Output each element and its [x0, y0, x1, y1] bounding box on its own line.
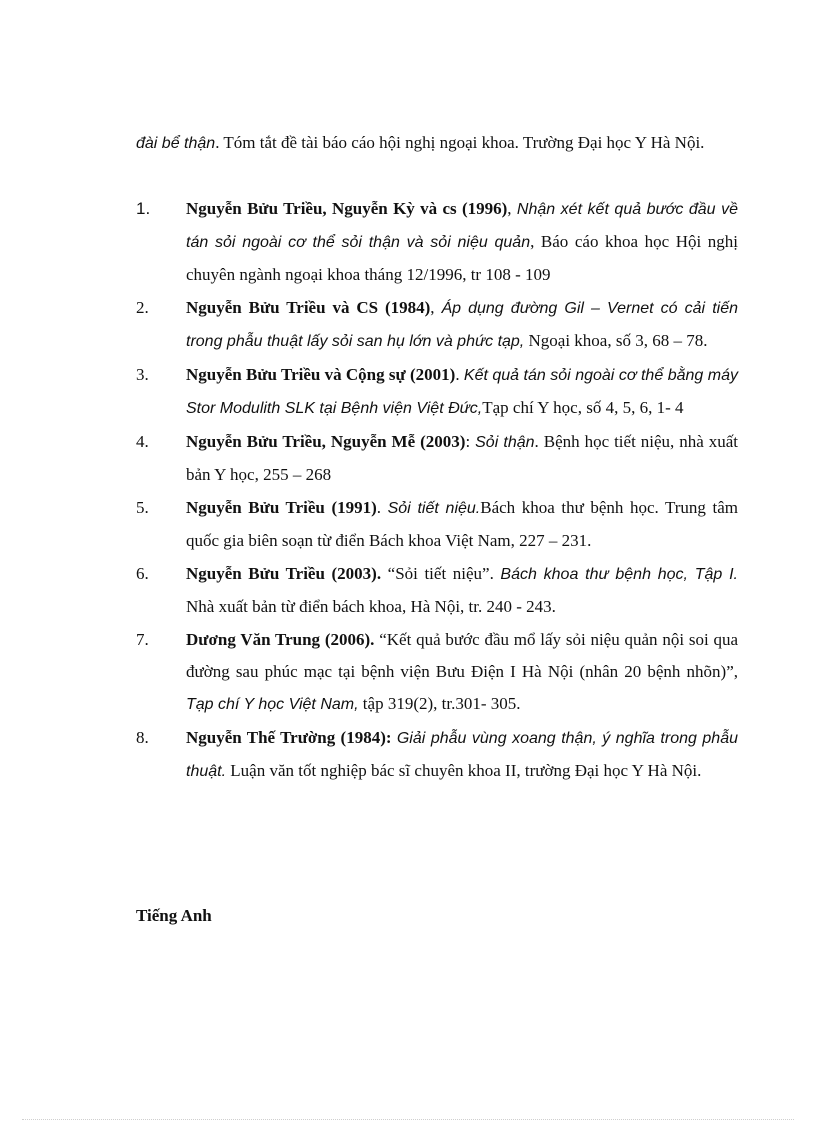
reference-number: 7.: [136, 630, 149, 649]
reference-separator: .: [376, 498, 388, 517]
reference-item: [136, 193, 738, 291]
reference-title: Nhận xét kết quả bước đầu về tán sỏi ngoài cơ thể sỏi thận và sỏi niệu quản: [186, 201, 739, 251]
reference-number: 4.: [136, 432, 149, 451]
reference-list: [136, 193, 738, 789]
reference-item: [136, 426, 738, 491]
reference-separator: ,: [507, 199, 517, 218]
reference-quoted-title: “Sỏi tiết niệu”.: [387, 564, 501, 583]
continuation-text: . Tóm tắt đề tài báo cáo hội nghị ngoại khoa. Trường Đại học Y Hà Nội.: [215, 133, 705, 152]
continuation-italic: đài bể thận: [136, 135, 216, 152]
reference-title: Sỏi thận: [475, 434, 535, 451]
reference-separator: [381, 564, 388, 583]
reference-separator: .: [455, 365, 464, 384]
reference-authors: Nguyễn Bửu Triều (1991): [186, 498, 377, 517]
reference-separator: :: [465, 432, 476, 451]
reference-item: [136, 292, 738, 358]
reference-continuation: [136, 127, 738, 160]
reference-title: Giải phẫu vùng xoang thận, ý nghĩa trong phẫu thuật.: [186, 730, 738, 780]
reference-number: 2.: [136, 298, 149, 317]
reference-details: Bách khoa thư bệnh học. Trung tâm quốc gia biên soạn từ điển Bách khoa Việt Nam, 227 – 231.: [186, 498, 738, 550]
reference-details: Nhà xuất bản từ điển bách khoa, Hà Nội, tr. 240 - 243.: [186, 597, 556, 616]
reference-authors: Nguyễn Bửu Triều (2003).: [186, 564, 382, 583]
reference-number: 8.: [136, 728, 149, 747]
reference-quoted-title: “Kết quả bước đầu mổ lấy sỏi niệu quản nội soi qua đường sau phúc mạc tại bệnh viện Bưu Điện I Hà Nội (nhân 20 bệnh nhõn)”,: [186, 630, 739, 681]
reference-number: 6.: [136, 564, 149, 583]
reference-title: Bách khoa thư bệnh học, Tập I.: [500, 566, 738, 583]
page-bottom-divider: [22, 1119, 794, 1120]
reference-details: , Báo cáo khoa học Hội nghị chuyên ngành ngoại khoa tháng 12/1996, tr 108 - 109: [186, 232, 739, 284]
reference-title: Kết quả tán sỏi ngoài cơ thể bằng máy Stor Modulith SLK tại Bệnh viện Việt Đức,: [186, 367, 739, 417]
reference-authors: Nguyễn Bửu Triều và CS (1984): [186, 298, 431, 317]
reference-details: Ngoại khoa, số 3, 68 – 78.: [524, 331, 708, 350]
reference-authors: Nguyễn Bửu Triều, Nguyễn Kỳ và cs (1996): [186, 199, 508, 218]
reference-item: [136, 722, 738, 788]
reference-title: Áp dụng đường Gil – Vernet có cải tiến trong phẫu thuật lấy sỏi san hụ lớn và phức tạp,: [186, 300, 738, 350]
reference-item: [136, 492, 738, 557]
reference-item: [136, 624, 738, 721]
reference-number: 3.: [136, 365, 149, 384]
reference-details: . Bệnh học tiết niệu, nhà xuất bản Y học, 255 – 268: [186, 432, 738, 484]
reference-authors: Dương Văn Trung (2006).: [186, 630, 375, 649]
reference-title: Sỏi tiết niệu.: [387, 500, 481, 517]
reference-number: 5.: [136, 498, 149, 517]
reference-authors: Nguyễn Bửu Triều, Nguyễn Mễ (2003): [186, 432, 466, 451]
reference-details: tập 319(2), tr.301- 305.: [358, 694, 521, 713]
reference-details: Tạp chí Y học, số 4, 5, 6, 1- 4: [482, 398, 684, 417]
reference-separator: ,: [430, 298, 442, 317]
reference-item: [136, 558, 738, 623]
reference-item: [136, 359, 738, 425]
reference-title: Tạp chí Y học Việt Nam,: [186, 696, 359, 713]
reference-number: 1.: [136, 199, 151, 218]
reference-authors: Nguyễn Bửu Triều và Cộng sự (2001): [186, 365, 456, 384]
reference-details: Luận văn tốt nghiệp bác sĩ chuyên khoa II, trường Đại học Y Hà Nội.: [226, 761, 702, 780]
reference-authors: Nguyễn Thế Trường (1984):: [186, 728, 392, 747]
section-heading: Tiếng Anh: [136, 906, 212, 925]
